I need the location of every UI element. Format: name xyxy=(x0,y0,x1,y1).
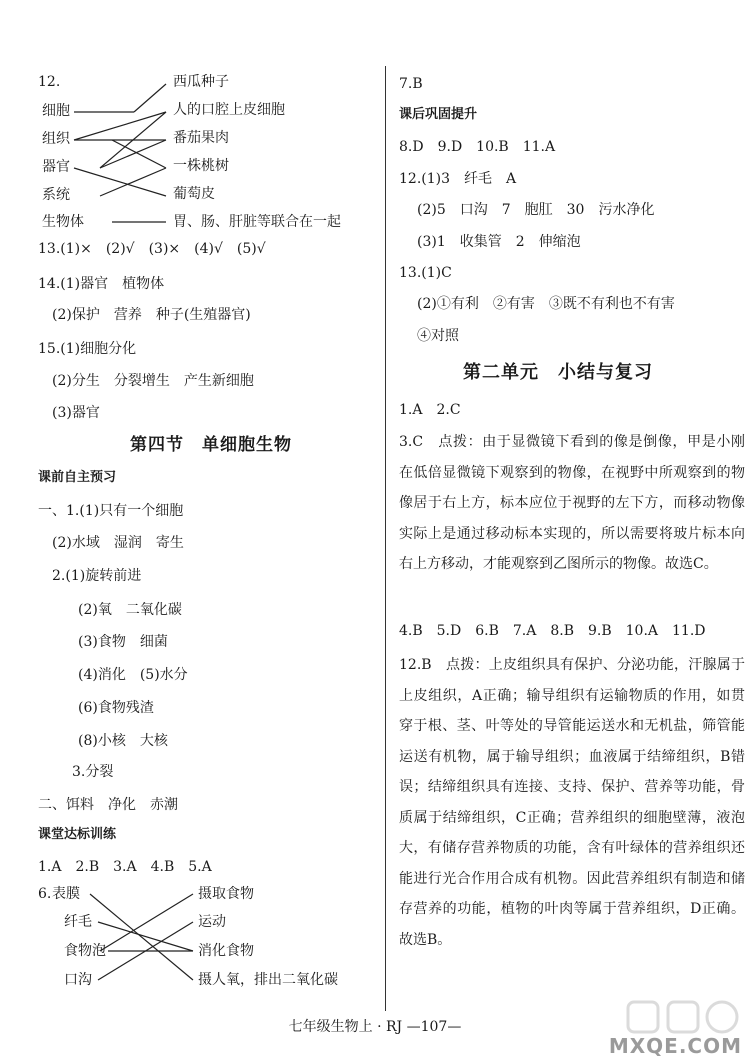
q6-number: 6. xyxy=(38,886,52,902)
q14-line1: 14.(1)器官 植物体 xyxy=(38,276,165,292)
explanation-q3: 3.C 点拨：由于显微镜下看到的像是倒像，甲是小刚在低倍显微镜下观察到的物像，在视野中所观察到的物像居于右上方，标本应位于视野的左下方，而移动物像实际上是通过移动标本实现的，所以需要将玻片标本向右上方移动，才能观察到乙图所示的物像。故选C。 xyxy=(399,434,745,572)
preview-heading: 课前自主预习 xyxy=(38,470,117,485)
q6-right-item: 摄取食物 xyxy=(198,886,254,902)
q12-right-item: 番茄果肉 xyxy=(173,130,229,146)
q12-right-item: 胃、肠、肝脏等联合在一起 xyxy=(173,214,341,230)
preview-item: (4)消化 (5)水分 xyxy=(78,667,188,683)
match-line xyxy=(98,922,193,951)
q6-left-item: 纤毛 xyxy=(64,914,92,930)
column-divider xyxy=(385,66,386,1011)
q6-matching-lines xyxy=(38,0,378,1000)
q12-left-item: 系统 xyxy=(42,187,70,203)
after-class-heading: 课后巩固提升 xyxy=(399,107,478,122)
match-line xyxy=(90,894,193,980)
q15-line2: (2)分生 分裂增生 产生新细胞 xyxy=(52,373,254,389)
watermark-text: MXQE.COM xyxy=(608,1034,742,1058)
preview-item: 2.(1)旋转前进 xyxy=(52,568,142,584)
right-answer: 1.A 2.C xyxy=(399,402,461,418)
section-title: 第四节 单细胞生物 xyxy=(130,435,292,455)
q12-number: 12. xyxy=(38,74,61,90)
right-answer: 12.(1)3 纤毛 A xyxy=(399,171,517,187)
q6-right-item: 运动 xyxy=(198,914,226,930)
match-line xyxy=(100,894,193,951)
class-heading: 课堂达标训练 xyxy=(38,827,117,842)
preview-item: 二、饵料 净化 赤潮 xyxy=(38,797,178,813)
q12-right-item: 葡萄皮 xyxy=(173,186,215,202)
right-answer: 4.B 5.D 6.B 7.A 8.B 9.B 10.A 11.D xyxy=(399,623,706,639)
preview-item: (6)食物残渣 xyxy=(78,700,154,716)
q15-line3: (3)器官 xyxy=(52,405,100,421)
page-footer: 七年级生物上 · RJ —107— xyxy=(288,1019,462,1035)
preview-item: 3.分裂 xyxy=(72,764,114,780)
preview-item: (8)小核 大核 xyxy=(78,733,168,749)
q6-left-item: 食物泡 xyxy=(64,943,106,959)
q15-line1: 15.(1)细胞分化 xyxy=(38,341,137,357)
q14-line2: (2)保护 营养 种子(生殖器官) xyxy=(52,307,251,323)
right-answer: (2)5 口沟 7 胞肛 30 污水净化 xyxy=(417,202,655,218)
q6-right-item: 消化食物 xyxy=(198,943,254,959)
preview-item: (2)氧 二氧化碳 xyxy=(78,602,182,618)
q12-right-item: 西瓜种子 xyxy=(173,74,229,90)
q12-right-item: 人的口腔上皮细胞 xyxy=(173,102,285,118)
right-answer: (2)①有利 ②有害 ③既不有利也不有害 xyxy=(417,296,675,312)
right-answer: (3)1 收集管 2 伸缩泡 xyxy=(417,234,581,250)
preview-item: (3)食物 细菌 xyxy=(78,634,168,650)
q12-left-item: 器官 xyxy=(42,159,70,175)
q12-left-item: 生物体 xyxy=(42,214,84,230)
q12-left-item: 细胞 xyxy=(42,103,70,119)
class-answers: 1.A 2.B 3.A 4.B 5.A xyxy=(38,859,212,875)
q12-right-item: 一株桃树 xyxy=(173,158,229,174)
q12-left-item: 组织 xyxy=(42,131,70,147)
q6-left-item: 口沟 xyxy=(64,972,92,988)
unit-title: 第二单元 小结与复习 xyxy=(463,362,653,383)
preview-item: (2)水域 湿润 寄生 xyxy=(52,535,184,551)
q13-answer: 13.(1)× (2)√ (3)× (4)√ (5)√ xyxy=(38,241,266,257)
preview-item: 一、1.(1)只有一个细胞 xyxy=(38,503,184,519)
q6-left-item: 表膜 xyxy=(52,886,80,902)
right-answer: 7.B xyxy=(399,76,423,92)
right-answer: ④对照 xyxy=(417,328,459,344)
q6-right-item: 摄人氧，排出二氧化碳 xyxy=(198,972,338,988)
explanation-q12: 12.B 点拨：上皮组织具有保护、分泌功能，汗腺属于上皮组织，A正确；输导组织有运输物质的作用，如贯穿于根、茎、叶等处的导管能运送水和无机盐，筛管能运送有机物，属于输导组织；血液属于结缔组织，B错误；结缔组织具有连接、支持、保护、营养等功能，骨质属于结缔组织，C正确；营养组织的细胞壁薄，液泡大，有储存营养物质的功能，含有叶绿体的营养组织还能进行光合作用合成有机物。因此营养组织有制造和储存营养的功能，植物的叶肉等属于营养组织，D正确。故选B。 xyxy=(399,657,745,948)
right-answer: 13.(1)C xyxy=(399,265,452,281)
right-answer: 8.D 9.D 10.B 11.A xyxy=(399,139,556,155)
